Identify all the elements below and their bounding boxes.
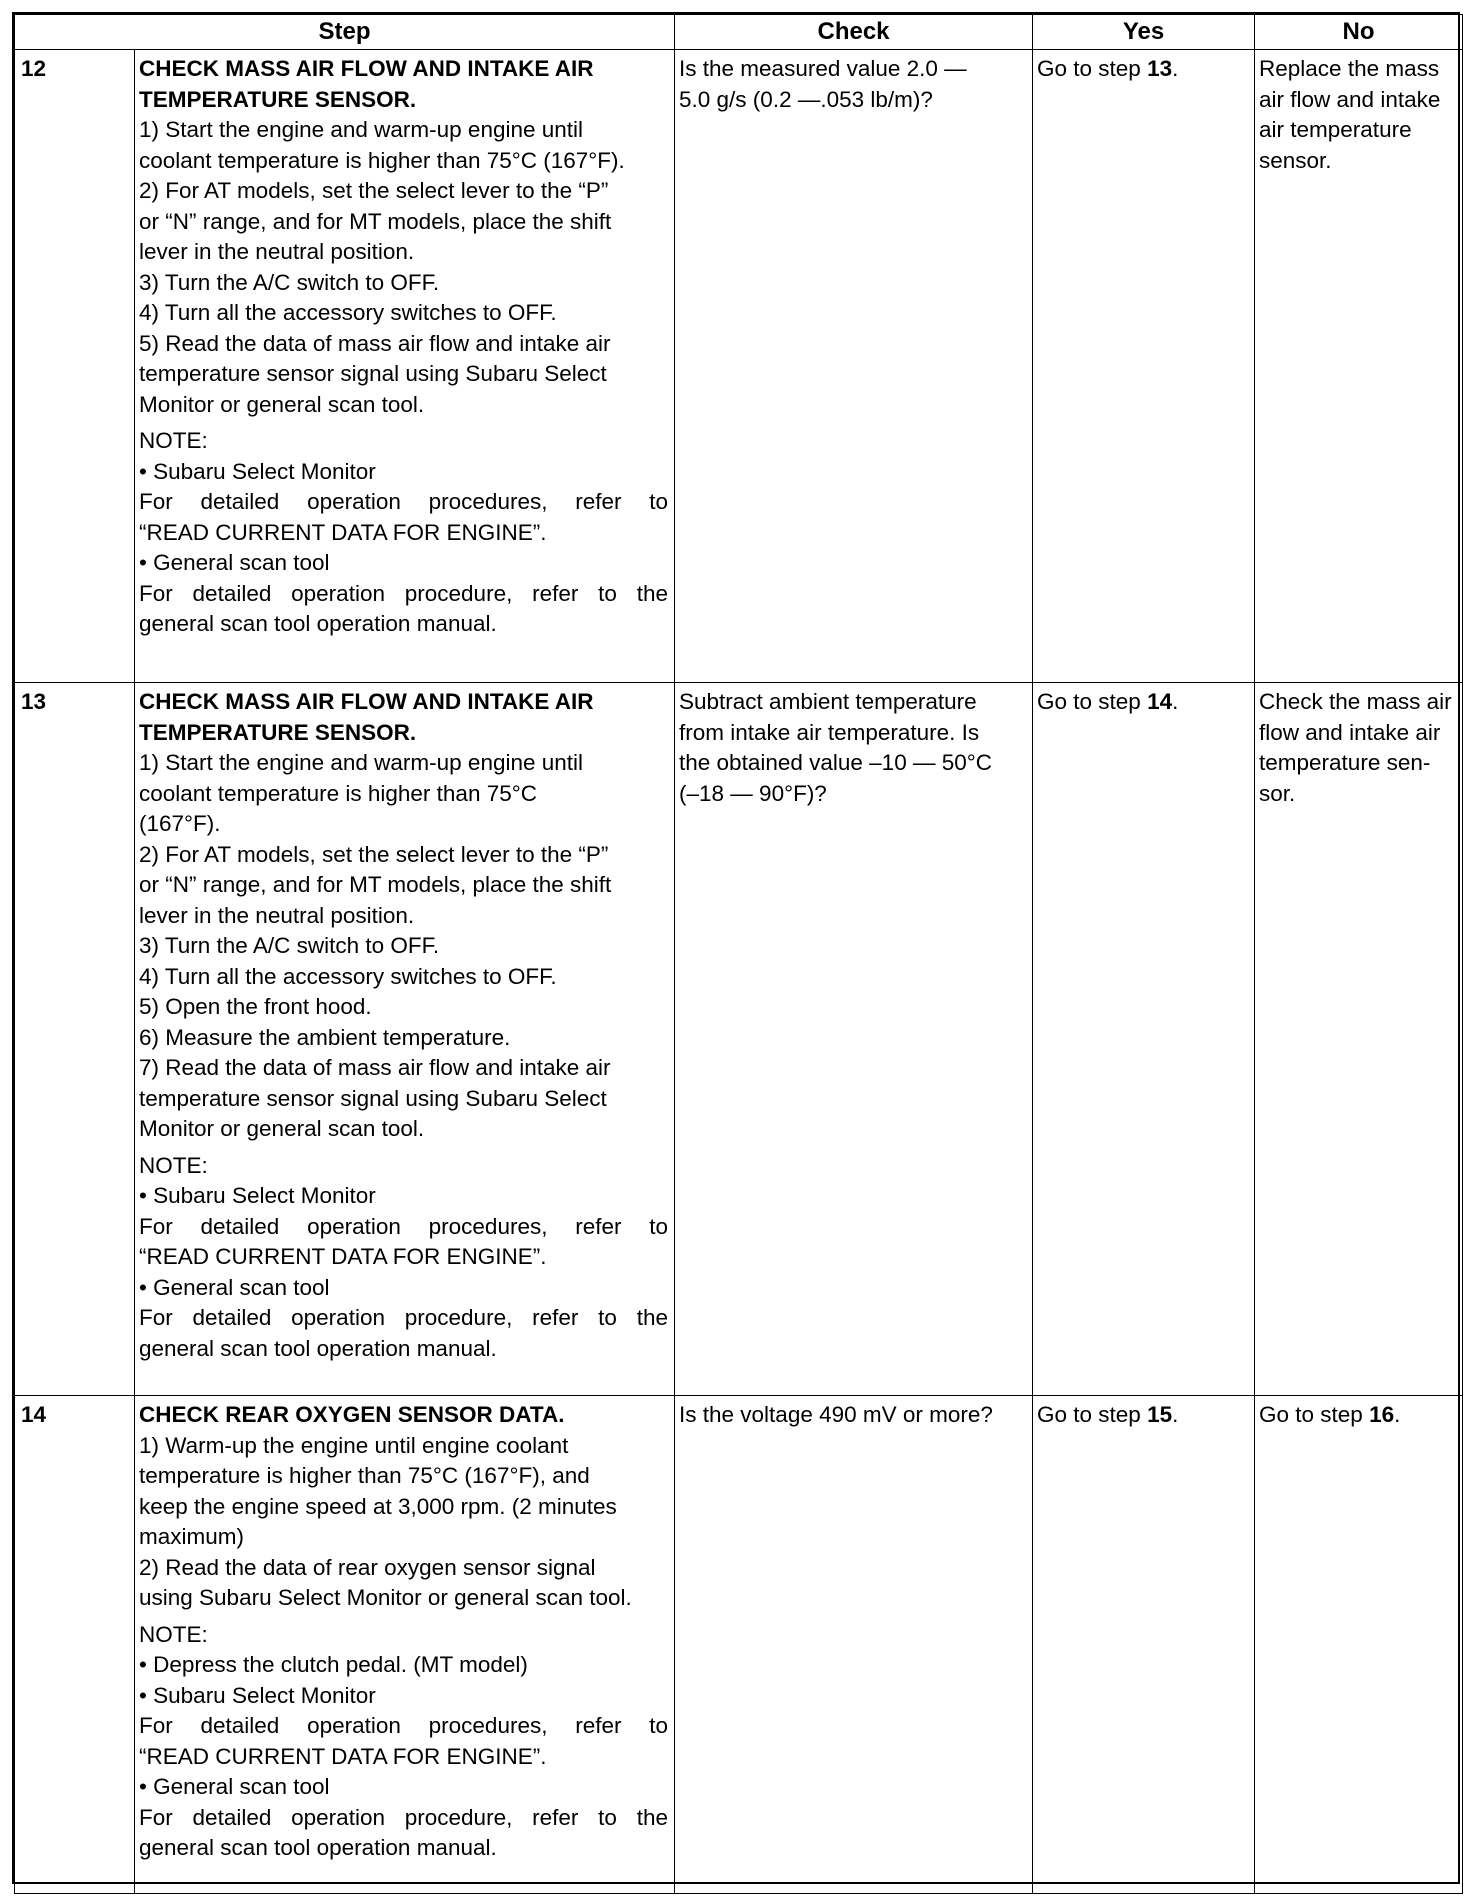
no-cell (1255, 683, 1463, 1396)
table-row (15, 1396, 1463, 1894)
no-line: Check the mass air (1259, 689, 1452, 714)
yes-suffix: . (1172, 56, 1179, 81)
header-yes: Yes (1033, 15, 1255, 50)
no-line: air flow and intake (1259, 86, 1441, 112)
step-line: or “N” range, and for MT models, place the shift (139, 872, 612, 897)
note-text: For detailed operation procedure, refer to the (139, 1305, 669, 1330)
step-line: 2) Read the data of rear oxygen sensor signal (139, 1554, 596, 1580)
yes-step-link: 14 (1147, 689, 1173, 714)
header-row (15, 15, 1463, 50)
note-text: “READ CURRENT DATA FOR ENGINE”. (139, 1743, 547, 1769)
note-bullet: • General scan tool (139, 1772, 668, 1803)
note-bullet: • Subaru Select Monitor (139, 1681, 668, 1712)
no-line: temperature sen- (1259, 750, 1431, 775)
step-line: 6) Measure the ambient temperature. (139, 1024, 511, 1050)
step-title: CHECK MASS AIR FLOW AND INTAKE AIR (139, 56, 594, 81)
step-line: (167°F). (139, 811, 221, 836)
yes-cell (1033, 683, 1255, 1396)
step-line: 5) Open the front hood. (139, 994, 372, 1019)
check-line: Subtract ambient temperature (679, 689, 977, 714)
step-line: lever in the neutral position. (139, 902, 415, 928)
note-label: NOTE: (139, 1152, 208, 1178)
check-line: from intake air temperature. Is (679, 719, 980, 745)
note-bullet: • Subaru Select Monitor (139, 457, 668, 488)
step-line: 4) Turn all the accessory switches to OFF. (139, 300, 557, 325)
yes-prefix: Go to step (1037, 689, 1148, 714)
step-title: CHECK MASS AIR FLOW AND INTAKE AIR (139, 689, 594, 714)
yes-cell (1033, 1396, 1255, 1894)
no-step-link: 16 (1369, 1402, 1395, 1427)
check-line: Is the voltage 490 mV or more? (679, 1402, 993, 1427)
note-text: general scan tool operation manual. (139, 1835, 497, 1860)
header-step: Step (15, 15, 675, 50)
step-line: 2) For AT models, set the select lever to the “P” (139, 178, 609, 203)
step-line: coolant temperature is higher than 75°C (167°F). (139, 147, 625, 173)
yes-suffix: . (1172, 689, 1179, 714)
note-text: “READ CURRENT DATA FOR ENGINE”. (139, 519, 547, 545)
note-text: “READ CURRENT DATA FOR ENGINE”. (139, 1244, 547, 1269)
step-description (135, 683, 675, 1396)
header-no: No (1255, 15, 1463, 50)
no-line: sor. (1259, 780, 1296, 806)
no-prefix: Go to step (1259, 1402, 1370, 1427)
step-line: keep the engine speed at 3,000 rpm. (2 minutes (139, 1493, 617, 1519)
note-label: NOTE: (139, 1621, 208, 1647)
diagnostic-table-page (12, 12, 1460, 1884)
check-cell (675, 683, 1033, 1396)
step-line: or “N” range, and for MT models, place the shift (139, 208, 612, 234)
no-cell (1255, 50, 1463, 683)
no-cell (1255, 1396, 1463, 1894)
step-line: 1) Start the engine and warm-up engine until (139, 117, 584, 142)
no-line: sensor. (1259, 147, 1332, 173)
yes-cell (1033, 50, 1255, 683)
note-bullet: • Depress the clutch pedal. (MT model) (139, 1650, 668, 1681)
note-text: For detailed operation procedures, refer to (139, 489, 669, 514)
step-title: CHECK REAR OXYGEN SENSOR DATA. (139, 1402, 565, 1427)
step-line: 7) Read the data of mass air flow and intake air (139, 1055, 611, 1080)
step-line: 4) Turn all the accessory switches to OFF. (139, 963, 557, 989)
table-row (15, 50, 1463, 683)
step-line: temperature sensor signal using Subaru Select (139, 1085, 607, 1111)
step-description (135, 1396, 675, 1894)
step-line: 3) Turn the A/C switch to OFF. (139, 933, 440, 958)
yes-prefix: Go to step (1037, 56, 1148, 81)
note-bullet: • General scan tool (139, 1273, 668, 1304)
note-text: general scan tool operation manual. (139, 1335, 497, 1361)
no-suffix: . (1394, 1402, 1401, 1427)
yes-suffix: . (1172, 1402, 1179, 1427)
no-line: Replace the mass (1259, 56, 1440, 81)
step-line: 2) For AT models, set the select lever to the “P” (139, 841, 609, 867)
note-text: general scan tool operation manual. (139, 611, 497, 636)
step-line: Monitor or general scan tool. (139, 391, 425, 417)
step-line: 3) Turn the A/C switch to OFF. (139, 269, 440, 295)
step-number: 14 (15, 1396, 135, 1894)
step-line: coolant temperature is higher than 75°C (139, 780, 537, 806)
no-line: flow and intake air (1259, 719, 1441, 745)
step-line: 1) Warm-up the engine until engine coolant (139, 1432, 569, 1458)
header-check: Check (675, 15, 1033, 50)
step-title: TEMPERATURE SENSOR. (139, 86, 417, 112)
yes-prefix: Go to step (1037, 1402, 1148, 1427)
note-bullet: • General scan tool (139, 548, 668, 579)
step-number: 13 (15, 683, 135, 1396)
note-label: NOTE: (139, 428, 208, 453)
step-line: 1) Start the engine and warm-up engine until (139, 750, 584, 775)
table-row (15, 683, 1463, 1396)
check-cell (675, 50, 1033, 683)
note-bullet: • Subaru Select Monitor (139, 1181, 668, 1212)
check-line: the obtained value –10 — 50°C (679, 750, 992, 775)
note-text: For detailed operation procedure, refer to the (139, 580, 669, 606)
step-number: 12 (15, 50, 135, 683)
step-line: temperature sensor signal using Subaru Select (139, 361, 607, 386)
step-line: Monitor or general scan tool. (139, 1116, 425, 1141)
check-line: Is the measured value 2.0 — (679, 56, 967, 81)
check-line: (–18 — 90°F)? (679, 780, 827, 806)
note-text: For detailed operation procedures, refer to (139, 1713, 669, 1738)
diagnostic-table (14, 14, 1463, 1894)
yes-step-link: 13 (1147, 56, 1173, 81)
check-cell (675, 1396, 1033, 1894)
step-line: using Subaru Select Monitor or general scan tool. (139, 1585, 632, 1610)
note-text: For detailed operation procedures, refer to (139, 1213, 669, 1239)
yes-step-link: 15 (1147, 1402, 1173, 1427)
check-line: 5.0 g/s (0.2 —.053 lb/m)? (679, 86, 933, 112)
no-line: air temperature (1259, 117, 1412, 142)
step-title: TEMPERATURE SENSOR. (139, 719, 417, 745)
step-line: temperature is higher than 75°C (167°F), and (139, 1463, 590, 1488)
note-text: For detailed operation procedure, refer to the (139, 1804, 669, 1830)
step-line: lever in the neutral position. (139, 239, 415, 264)
step-line: maximum) (139, 1524, 244, 1549)
step-description (135, 50, 675, 683)
step-line: 5) Read the data of mass air flow and intake air (139, 330, 611, 356)
